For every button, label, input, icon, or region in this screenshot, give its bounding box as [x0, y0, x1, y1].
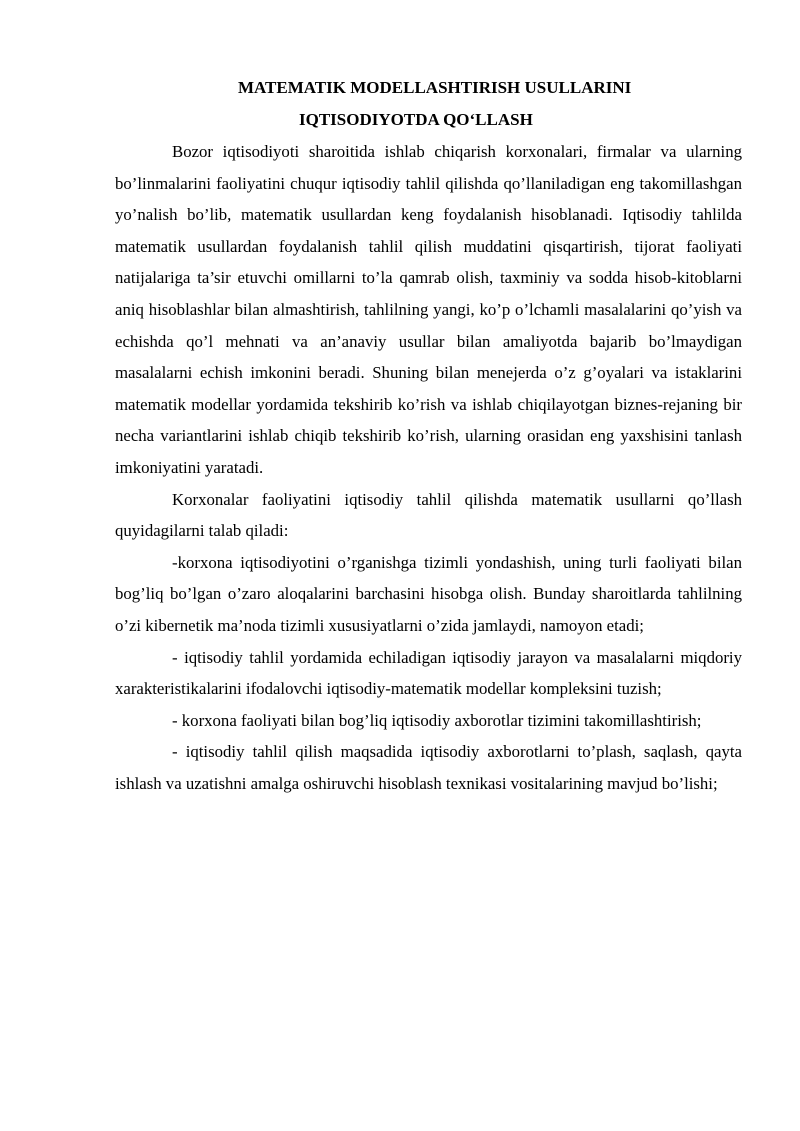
paragraph-intro: Bozor iqtisodiyoti sharoitida ishlab chiqarish korxonalari, firmalar va ularning bo’linmalarini faoliyatini chuqur iqtisodiy tahlil qilishda qo’llaniladigan eng takomillashgan yo’nalish bo’lib, matematik usullardan keng foydalanish hisoblanadi. Iqtisodiy tahlilda matematik usullardan foydalanish tahlil qilish muddatini qisqartirish, tijorat faoliyati natijalariga ta’sir etuvchi omillarni to’la qamrab olish, taxminiy va sodda hisob-kitoblarni aniq hisoblashlar bilan almashtirish, tahlilning yangi, ko’p o’lchamli masalalarini qo’yish va echishda qo’l mehnati va an’anaviy usullar bilan amaliyotda bajarib bo’lmaydigan masalalarni echish imkonini beradi. Shuning bilan menejerda o’z g’oyalari va istaklarini matematik modellar yordamida tekshirib ko’rish va ishlab chiqilayotgan biznes-rejaning bir necha variantlarini ishlab chiqib tekshirib ko’rish, ularning orasidan eng yaxshisini tanlash imkoniyatini yaratadi. [115, 142, 742, 477]
list-item-computing-tools: - iqtisodiy tahlil qilish maqsadida iqtisodiy axborotlarni to’plash, saqlash, qayta ishlash va uzatishni amalga oshiruvchi hisoblash texnikasi vositalarining mavjud bo’lishi; [115, 742, 742, 793]
list-item-systemic-approach: -korxona iqtisodiyotini o’rganishga tizimli yondashish, uning turli faoliyati bilan bog’liq bo’lgan o’zaro aloqalarini barchasini hisobga olish. Bunday sharoitlarda tahlilning o’zi kibernetik ma’noda tizimli xususiyatlarni o’zida jamlaydi, namoyon etadi; [115, 552, 742, 635]
document-page [115, 72, 742, 799]
paragraph-requirements-lead: Korxonalar faoliyatini iqtisodiy tahlil qilishda matematik usullarni qo’llash quyidagilarni talab qiladi: [115, 489, 742, 541]
document-title-line-2: IQTISODIYOTDA QO‘LLASH [299, 110, 533, 129]
list-item-information-system: - korxona faoliyati bilan bog’liq iqtisodiy axborotlar tizimini takomillashtirish; [172, 710, 702, 730]
document-title-line-1: MATEMATIK MODELLASHTIRISH USULLARINI [238, 78, 632, 97]
list-item-model-complex: - iqtisodiy tahlil yordamida echiladigan iqtisodiy jarayon va masalalarni miqdoriy xarakteristikalarini ifodalovchi iqtisodiy-matematik modellar kompleksini tuzish; [115, 647, 742, 699]
